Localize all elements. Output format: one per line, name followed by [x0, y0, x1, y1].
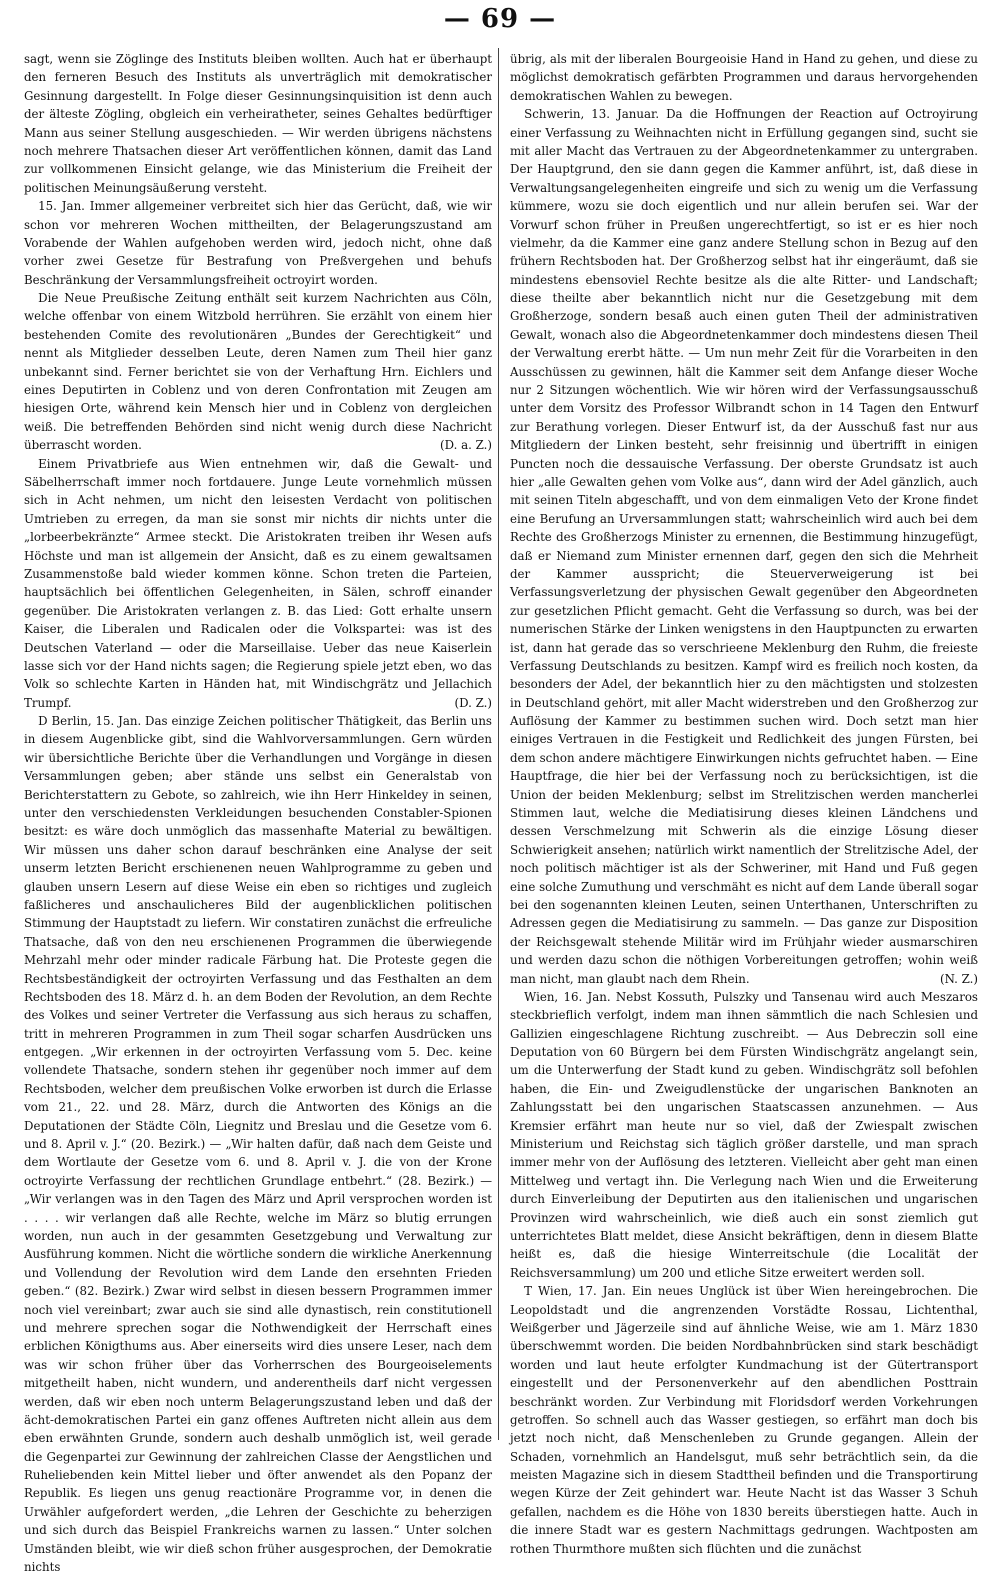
- source-signature: (D. a. Z.): [439, 438, 492, 453]
- article-paragraph: T Wien, 17. Jan. Ein neues Unglück ist über Wien hereingebrochen. Die Leopoldstadt und die angrenzenden Vorstädte Rossau, Lichtenthal, Weißgerber und Jägerzeile sind auf ähnliche Weise, wie am 1. März 1830 überschwemmt worden. Die beiden Nordbahnbrücken sind stark beschädigt worden und laut heute erfolgter Kundmachung ist der Gütertransport eingestellt und der Personenverkehr auf den abendlichen Posttrain beschränkt worden. Zur Verbindung mit Floridsdorf werden Vorkehrungen getroffen. So schnell auch das Wasser gestiegen, so erfährt man doch bis jetzt noch nicht, daß Menschenleben zu Grunde gegangen. Allein der Schaden, vornehmlich an Handelsgut, muß sehr beträchtlich sein, da die meisten Magazine sich in diesem Stadttheil befinden und die Transportirung wegen Kürze der Zeit gehindert war. Heute Nacht ist das Wasser 3 Schuh gefallen, nachdem es die Höhe von 1830 bereits überstiegen hatte. Auch in die innere Stadt war es gestern Nachmittags gedrungen. Wachtposten am rothen Thurmthore mußten sich flüchten und die zunächst: [510, 1284, 978, 1556]
- article-paragraph: [24, 289, 492, 455]
- page-number: — 69 —: [443, 4, 557, 34]
- article-paragraph: [24, 455, 492, 712]
- paragraph-text: Die Neue Preußische Zeitung enthält seit kurzem Nachrichten aus Cöln, welche offenbar von einem Witzbold herrühren. Sie erzählt von einem hier bestehenden Comite des revolutionären „Bundes der Gerechtigkeit“ und nennt als Mitglieder desselben Leute, deren Namen zum Theil hier ganz unbekannt sind. Ferner berichtet sie von der Verhaftung Hrn. Eichlers und eines Deputirten in Coblenz und von deren Confrontation mit Zeugen am hiesigen Orte, während kein Mensch hier und in Coblenz von dergleichen weiß. Die betreffenden Behörden sind nicht wenig durch diese Nachricht überrascht worden.: [24, 291, 492, 453]
- source-signature: (D. Z.): [454, 695, 492, 710]
- right-column: [510, 50, 979, 1556]
- left-column: [24, 50, 492, 1575]
- column-divider: [498, 48, 499, 1440]
- article-paragraph: D Berlin, 15. Jan. Das einzige Zeichen politischer Thätigkeit, das Berlin uns in diesem Augenblicke gibt, sind die Wahlvorversammlungen. Gern würden wir übersichtliche Berichte über die Verhandlungen und Vorgänge in diesen Versammlungen geben; aber stände uns selbst ein Generalstab von Berichterstattern zu Gebote, so zahlreich, wie ihn Herr Hinkeldey in seinen, unter den verschiedensten Verkleidungen besuchenden Constabler-Spionen besitzt: es wäre doch unmöglich das massenhafte Material zu bewältigen. Wir müssen uns daher schon darauf beschränken eine Analyse der seit unserm letzten Bericht erschienenen neuen Wahlprogramme zu geben und glauben unsern Lesern auf diese Weise ein eben so richtiges und zugleich faßlicheres und anschaulicheres Bild der augenblicklichen politischen Stimmung der Hauptstadt zu liefern. Wir constatiren zunächst die erfreuliche Thatsache, daß von den neu erschienenen Programmen die überwiegende Mehrzahl mehr oder minder radicale Färbung hat. Die Proteste gegen die Rechtsbeständigkeit der octroyirten Verfassung und das Festhalten an dem Rechtsboden des 18. März d. h. an dem Boden der Revolution, an dem Rechte des Volkes und seiner Vertreter die Verfassung aus sich heraus zu schaffen, tritt in mehreren Programmen in zum Theil sogar scharfen Ausdrücken uns entgegen. „Wir erkennen in der octroyirten Verfassung vom 5. Dec. keine vollendete Thatsache, sondern stehen ihr gegenüber noch immer auf dem Rechtsboden, welcher dem preußischen Volke erworben ist durch die Erlasse vom 21., 22. und 28. März, durch die Antworten des Königs an die Deputationen der Städte Cöln, Liegnitz und Breslau und die Gesetze vom 6. und 8. April v. J.“ (20. Bezirk.) — „Wir halten dafür, daß nach dem Geiste und dem Wortlaute der Gesetze vom 6. und 8. April v. J. die von der Krone octroyirte Verfassung der rechtlichen Grundlage entbehrt.“ (28. Bezirk.) — „Wir verlangen was in den Tagen des März und April versprochen worden ist . . . . wir verlangen daß alle Rechte, welche im März so blutig errungen worden, nun auch in der gesammten Gesetzgebung und Verwaltung zur Ausführung kommen. Nicht die wörtliche sondern die wirkliche Anerkennung und Vollendung der Revolution wird dem Lande den ersehnten Frieden geben.“ (82. Bezirk.) Zwar wird selbst in diesen bessern Programmen immer noch viel vereinbart; zwar auch sie sind alle dynastisch, rein constitutionell und mehrere sprechen sogar die Nothwendigkeit der Herrschaft eines erblichen Königthums aus. Aber einerseits wird dies unsere Leser, nach dem was wir schon früher über das Vorherrschen des Bourgeoiselements mitgetheilt haben, nicht wundern, und anderentheils darf nicht vergessen werden, daß wir eben noch unterm Belagerungszustand leben und daß der ächt-demokratischen Partei ein ganz offenes Auftreten nicht allein aus dem eben erwähnten Grunde, sondern auch deshalb unmöglich ist, weil gerade die Gegenpartei zur Gewinnung der zahlreichen Classe der Aengstlichen und Ruheliebenden kein Mittel lieber und öfter anwendet als den Popanz der Republik. Es liegen uns genug reactionäre Programme vor, in denen die Urwähler aufgefordert werden, „die Lehren der Geschichte zu beherzigen und sich durch das Beispiel Frankreichs warnen zu lassen.“ Unter solchen Umständen bleibt, wie wir dieß schon früher ausgesprochen, der Demokratie nichts: [24, 714, 492, 1575]
- article-paragraph: übrig, als mit der liberalen Bourgeoisie Hand in Hand zu gehen, und diese zu möglichst demokratisch gefärbten Programmen und daraus hervorgehenden demokratischen Wahlen zu bewegen.: [510, 52, 978, 103]
- article-paragraph: sagt, wenn sie Zöglinge des Instituts bleiben wollten. Auch hat er überhaupt den ferneren Besuch des Instituts als unverträglich mit demokratischer Gesinnung dargestellt. In Folge dieser Gesinnungsinquisition ist denn auch der älteste Zögling, obgleich ein verheiratheter, seines Gehaltes bedürftiger Mann aus seiner Stellung ausgeschieden. — Wir werden übrigens nächstens noch mehrere Thatsachen dieser Art veröffentlichen können, damit das Land zur vollkommenen Einsicht gelange, wie das Ministerium die Freiheit der politischen Meinungsäußerung versteht.: [24, 52, 492, 195]
- paragraph-text: Einem Privatbriefe aus Wien entnehmen wir, daß die Gewalt- und Säbelherrschaft immer noch fortdauere. Junge Leute vornehmlich müssen sich in Acht nehmen, um nicht den leisesten Verdacht von politischen Umtrieben zu erregen, da man sie sonst mir nichts dir nichts unter die „lorbeerbekränzte“ Armee steckt. Die Aristokraten treiben ihr Wesen aufs Höchste und man ist allgemein der Ansicht, daß es zu einem gewaltsamen Zusammenstoße bald wieder kommen könne. Schon treten die Parteien, hauptsächlich bei öffentlichen Gelegenheiten, in Sälen, schroff einander gegenüber. Die Aristokraten verlangen z. B. das Lied: Gott erhalte unsern Kaiser, die Liberalen und Radicalen oder die Volkspartei: was ist des Deutschen Vaterland — oder die Marseillaise. Ueber das neue Kaiserlein lasse sich vor der Hand nichts sagen; die Regierung spiele jetzt eben, wo das Volk so schlechte Karten in Händen hat, mit Windischgrätz und Jellachich Trumpf.: [24, 456, 492, 710]
- paragraph-text: Schwerin, 13. Januar. Da die Hoffnungen der Reaction auf Octroyirung einer Verfassung zu Weihnachten nicht in Erfüllung gegangen sind, sucht sie mit aller Macht das Vertrauen zu der Abgeordnetenkammer zu untergraben. Der Hauptgrund, den sie dann gegen die Kammer anführt, ist, daß diese in Verwaltungsangelegenheiten eingreife und sich zu wenig um die Verfassung kümmere, wozu sie doch eigentlich und nur allein berufen sei. War der Vorwurf schon früher in Preußen ungerechtfertigt, so ist er es hier noch vielmehr, da die Kammer eine ganz andere Stellung schon in Bezug auf den frühern Rechtsboden hat. Der Großherzog selbst hat ihr eingeräumt, daß sie mindestens ebensoviel Rechte besitze als die alte Ritter- und Landschaft; diese theilte aber bekanntlich nicht nur die Gesetzgebung mit dem Großherzoge, sondern besaß auch einen guten Theil der administrativen Gewalt, wonach also die Abgeordnetenkammer doch mindestens diesen Theil der Verwaltung ererbt hätte. — Um nun mehr Zeit für die Vorarbeiten in den Ausschüssen zu gewinnen, hält die Kammer seit dem Anfange dieser Woche nur 2 Sitzungen wöchentlich. Wie wir hören wird der Verfassungsausschuß unter dem Vorsitz des Professor Wilbrandt schon in 14 Tagen den Entwurf zur Berathung vorlegen. Dieser Entwurf ist, da der Ausschuß fast nur aus Mitgliedern der Linken besteht, sehr freisinnig und übertrifft in einigen Puncten noch die dessauische Verfassung. Der oberste Grundsatz ist auch hier „alle Gewalten gehen vom Volke aus“, dann wird der Adel gänzlich, auch mit seinen Titeln abgeschafft, und von dem einmaligen Veto der Krone findet eine Berufung an Urversammlungen statt; wahrscheinlich wird auch bei dem Rechte des Großherzogs Minister zu ernennen, die Bestimmung hinzugefügt, daß er Niemand zum Minister ernennen darf, gegen den sich die Mehrheit der Kammer ausspricht; die Steuerverweigerung ist bei Verfassungsverletzung der physischen Gewalt gegenüber den Abgeordneten zur gesetzlichen Pflicht gemacht. Geht die Verfassung so durch, was bei der numerischen Stärke der Linken wenigstens in den Hauptpuncten zu erwarten ist, dann hat gerade das so verschrieene Meklenburg den Ruhm, die freieste Verfassung Deutschlands zu besitzen. Kampf wird es freilich noch kosten, da besonders der Adel, der bekanntlich hier zu den mächtigsten und stolzesten in Deutschland gehört, mit aller Macht widerstreben und den Großherzog zur Auflösung der Kammer zu bestimmen suchen wird. Doch setzt man hier einiges Vertrauen in die Festigkeit und Redlichkeit des jungen Fürsten, bei dem schon andere mächtigere Einwirkungen nichts gefruchtet haben. — Eine Hauptfrage, die hier bei der Verfassung noch zu berücksichtigen, ist die Union der beiden Meklenburg; selbst im Strelitzischen werden mancherlei Stimmen laut, welche die Mediatisirung dieses kleinen Ländchens und dessen Verschmelzung mit Schwerin als die einzige Lösung dieser Schwierigkeit ansehen; natürlich wirkt namentlich der Strelitzische Adel, der noch politisch mächtiger ist als der Schweriner, mit Hand und Fuß gegen eine solche Zumuthung und verschmäht es nicht auf dem Lande überall sogar bei den sogenannten kleinen Leuten, seinen Unterthanen, Unterschriften zu Adressen gegen die Mediatisirung zu sammeln. — Das ganze zur Disposition der Reichsgewalt stehende Militär wird im Frühjahr wieder ausmarschiren und werden dazu schon die nöthigen Vorbereitungen getroffen; wohin weiß man nicht, man glaubt nach dem Rhein.: [510, 107, 979, 986]
- article-paragraph: [510, 105, 978, 988]
- source-signature: (N. Z.): [939, 971, 978, 986]
- article-paragraph: Wien, 16. Jan. Nebst Kossuth, Pulszky und Tansenau wird auch Meszaros steckbrieflich verfolgt, indem man ihnen sämmtlich die nach Schlesien und Gallizien eingeschlagene Richtung zuschreibt. — Aus Debreczin soll eine Deputation von 60 Bürgern bei dem Fürsten Windischgrätz angelangt sein, um die Unterwerfung der Stadt kund zu geben. Windischgrätz soll befohlen haben, die Ein- und Zweigudlenstücke der ungarischen Banknoten an Zahlungsstatt bei den ungarischen Staatscassen anzunehmen. — Aus Kremsier erfährt man heute nur so viel, daß der Zwiespalt zwischen Ministerium und Reichstag sich täglich größer darstelle, und man sprach immer mehr von der Auflösung des letzteren. Vielleicht aber geht man einen Mittelweg und vertagt ihn. Die Verlegung nach Wien und die Erweiterung durch Einverleibung der Deputirten aus den italienischen und ungarischen Provinzen wird wahrscheinlich, wie dieß auch ein sonst ziemlich gut unterrichtetes Blatt meldet, diese Ansicht bekräftigen, denn in diesem Blatte heißt es, daß die hiesige Winterreitschule (die Localität der Reichsversammlung) um 200 und etliche Sitze erweitert werden soll.: [510, 989, 978, 1280]
- article-paragraph: 15. Jan. Immer allgemeiner verbreitet sich hier das Gerücht, daß, wie wir schon vor mehreren Wochen mittheilten, der Belagerungszustand am Vorabende der Wahlen aufgehoben werden wird, jedoch nicht, ohne daß vorher zwei Gesetze für Bestrafung von Preßvergehen und behufs Beschränkung der Versammlungsfreiheit octroyirt worden.: [24, 199, 492, 287]
